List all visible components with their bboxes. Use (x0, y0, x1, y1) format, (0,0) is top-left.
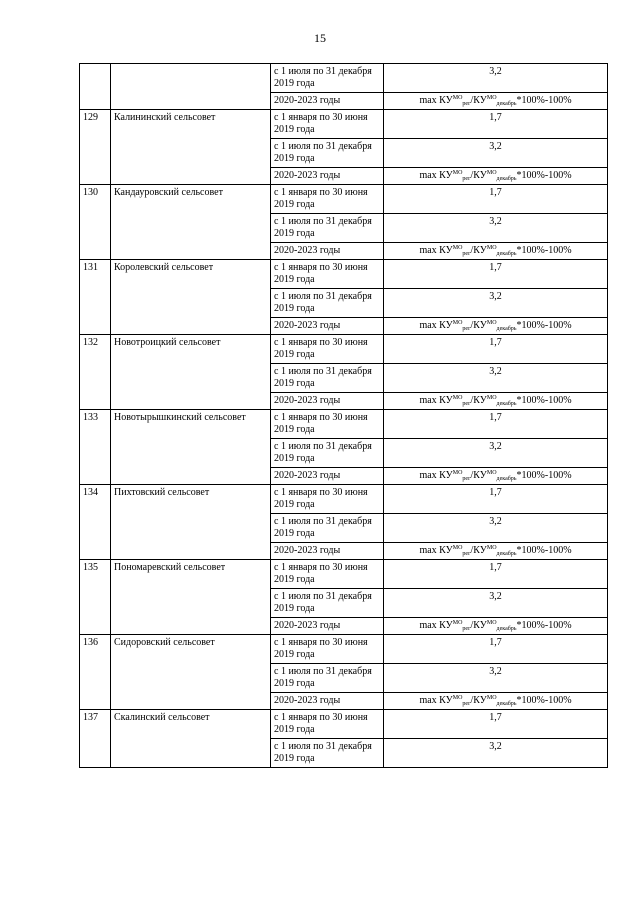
formula-text: /КУ (470, 320, 487, 331)
formula-subscript: декабрь (496, 251, 517, 257)
row-number-cell: 130 (80, 185, 111, 260)
formula-superscript: МО (452, 620, 463, 626)
table-row (80, 185, 608, 214)
period-cell: с 1 января по 30 июня 2019 года (271, 335, 384, 364)
formula-superscript: МО (452, 395, 463, 401)
formula-subscript: рег (462, 101, 471, 107)
formula-text: *100%-100% (516, 395, 572, 406)
value-cell: 1,7 (384, 710, 608, 739)
value-cell: 1,7 (384, 560, 608, 589)
period-cell: с 1 июля по 31 декабря 2019 года (271, 139, 384, 168)
formula-superscript: МО (486, 620, 497, 626)
formula-text: /КУ (470, 245, 487, 256)
period-cell: 2020-2023 годы (271, 543, 384, 560)
period-cell: с 1 июля по 31 декабря 2019 года (271, 514, 384, 543)
formula-superscript: МО (452, 95, 463, 101)
formula-text: *100%-100% (516, 245, 572, 256)
formula-subscript: рег (462, 551, 471, 557)
formula-text: *100%-100% (516, 545, 572, 556)
formula-text: *100%-100% (516, 695, 572, 706)
value-cell: 3,2 (384, 214, 608, 243)
value-cell: 1,7 (384, 185, 608, 214)
formula-superscript: МО (486, 170, 497, 176)
municipality-cell: Новотроицкий сельсовет (111, 335, 271, 410)
formula-text: max КУ (419, 470, 453, 481)
value-cell: 3,2 (384, 589, 608, 618)
value-cell: 1,7 (384, 110, 608, 139)
formula-subscript: декабрь (496, 401, 517, 407)
period-cell: с 1 июля по 31 декабря 2019 года (271, 739, 384, 768)
row-number-cell: 135 (80, 560, 111, 635)
formula-superscript: МО (452, 545, 463, 551)
period-cell: с 1 июля по 31 декабря 2019 года (271, 439, 384, 468)
period-cell: 2020-2023 годы (271, 318, 384, 335)
formula-cell (384, 543, 608, 560)
period-cell: 2020-2023 годы (271, 693, 384, 710)
formula-superscript: МО (452, 470, 463, 476)
row-number-cell: 136 (80, 635, 111, 710)
table-row (80, 335, 608, 364)
formula-text: *100%-100% (516, 320, 572, 331)
formula-subscript: рег (462, 476, 471, 482)
formula-subscript: рег (462, 626, 471, 632)
period-cell: с 1 января по 30 июня 2019 года (271, 410, 384, 439)
municipality-cell: Калининский сельсовет (111, 110, 271, 185)
formula-superscript: МО (486, 245, 497, 251)
formula-text: max КУ (419, 695, 453, 706)
value-cell: 1,7 (384, 635, 608, 664)
municipality-cell: Пихтовский сельсовет (111, 485, 271, 560)
table-row (80, 560, 608, 589)
formula-text: *100%-100% (516, 95, 572, 106)
period-cell: 2020-2023 годы (271, 393, 384, 410)
formula-cell (384, 168, 608, 185)
formula-subscript: рег (462, 326, 471, 332)
municipality-cell: Кандауровский сельсовет (111, 185, 271, 260)
period-cell: с 1 июля по 31 декабря 2019 года (271, 289, 384, 318)
table-row (80, 410, 608, 439)
value-cell: 1,7 (384, 260, 608, 289)
formula-subscript: декабрь (496, 476, 517, 482)
period-cell: с 1 января по 30 июня 2019 года (271, 635, 384, 664)
formula-cell (384, 93, 608, 110)
formula-text: /КУ (470, 395, 487, 406)
formula-text: *100%-100% (516, 170, 572, 181)
formula-text: max КУ (419, 620, 453, 631)
period-cell: с 1 января по 30 июня 2019 года (271, 710, 384, 739)
row-number-cell: 131 (80, 260, 111, 335)
formula-text: /КУ (470, 170, 487, 181)
tariff-table (79, 63, 608, 768)
period-cell: с 1 июля по 31 декабря 2019 года (271, 214, 384, 243)
formula-superscript: МО (452, 695, 463, 701)
formula-subscript: декабрь (496, 326, 517, 332)
formula-subscript: декабрь (496, 176, 517, 182)
formula-text: max КУ (419, 170, 453, 181)
formula-cell (384, 618, 608, 635)
table-row (80, 710, 608, 739)
municipality-cell: Пономаревский сельсовет (111, 560, 271, 635)
period-cell: с 1 июля по 31 декабря 2019 года (271, 589, 384, 618)
formula-subscript: рег (462, 251, 471, 257)
period-cell: с 1 января по 30 июня 2019 года (271, 260, 384, 289)
formula-text: max КУ (419, 395, 453, 406)
row-number-cell: 134 (80, 485, 111, 560)
value-cell: 1,7 (384, 410, 608, 439)
value-cell: 3,2 (384, 289, 608, 318)
formula-subscript: рег (462, 176, 471, 182)
formula-cell (384, 468, 608, 485)
formula-superscript: МО (486, 395, 497, 401)
formula-superscript: МО (452, 170, 463, 176)
formula-text: max КУ (419, 320, 453, 331)
value-cell: 3,2 (384, 139, 608, 168)
period-cell: 2020-2023 годы (271, 93, 384, 110)
value-cell: 1,7 (384, 335, 608, 364)
formula-superscript: МО (486, 545, 497, 551)
period-cell: с 1 июля по 31 декабря 2019 года (271, 364, 384, 393)
formula-subscript: декабрь (496, 101, 517, 107)
municipality-cell: Новотырышкинский сельсовет (111, 410, 271, 485)
formula-cell (384, 243, 608, 260)
period-cell: с 1 июля по 31 декабря 2019 года (271, 664, 384, 693)
table-row (80, 635, 608, 664)
formula-text: *100%-100% (516, 470, 572, 481)
formula-text: *100%-100% (516, 620, 572, 631)
value-cell: 3,2 (384, 364, 608, 393)
formula-superscript: МО (486, 470, 497, 476)
table-row (80, 110, 608, 139)
municipality-cell: Королевский сельсовет (111, 260, 271, 335)
row-number-cell: 133 (80, 410, 111, 485)
table-row (80, 485, 608, 514)
value-cell: 3,2 (384, 514, 608, 543)
period-cell: с 1 января по 30 июня 2019 года (271, 560, 384, 589)
period-cell: с 1 января по 30 июня 2019 года (271, 185, 384, 214)
formula-subscript: рег (462, 701, 471, 707)
value-cell: 3,2 (384, 439, 608, 468)
period-cell: с 1 января по 30 июня 2019 года (271, 485, 384, 514)
value-cell: 3,2 (384, 739, 608, 768)
table-row (80, 260, 608, 289)
formula-text: max КУ (419, 245, 453, 256)
formula-superscript: МО (452, 320, 463, 326)
formula-superscript: МО (486, 95, 497, 101)
formula-superscript: МО (486, 695, 497, 701)
period-cell: 2020-2023 годы (271, 243, 384, 260)
period-cell: 2020-2023 годы (271, 468, 384, 485)
municipality-cell (111, 64, 271, 110)
formula-cell (384, 393, 608, 410)
period-cell: с 1 января по 30 июня 2019 года (271, 110, 384, 139)
municipality-cell: Скалинский сельсовет (111, 710, 271, 768)
formula-superscript: МО (486, 320, 497, 326)
page-number: 15 (314, 31, 326, 45)
formula-superscript: МО (452, 245, 463, 251)
municipality-cell: Сидоровский сельсовет (111, 635, 271, 710)
formula-text: /КУ (470, 95, 487, 106)
row-number-cell (80, 64, 111, 110)
row-number-cell: 129 (80, 110, 111, 185)
row-number-cell: 132 (80, 335, 111, 410)
formula-subscript: рег (462, 401, 471, 407)
formula-text: max КУ (419, 95, 453, 106)
formula-cell (384, 318, 608, 335)
formula-text: /КУ (470, 470, 487, 481)
row-number-cell: 137 (80, 710, 111, 768)
period-cell: 2020-2023 годы (271, 618, 384, 635)
formula-subscript: декабрь (496, 701, 517, 707)
formula-cell (384, 693, 608, 710)
formula-subscript: декабрь (496, 551, 517, 557)
formula-text: max КУ (419, 545, 453, 556)
value-cell: 3,2 (384, 64, 608, 93)
value-cell: 3,2 (384, 664, 608, 693)
formula-text: /КУ (470, 695, 487, 706)
period-cell: с 1 июля по 31 декабря 2019 года (271, 64, 384, 93)
formula-text: /КУ (470, 545, 487, 556)
period-cell: 2020-2023 годы (271, 168, 384, 185)
formula-text: /КУ (470, 620, 487, 631)
formula-subscript: декабрь (496, 626, 517, 632)
value-cell: 1,7 (384, 485, 608, 514)
